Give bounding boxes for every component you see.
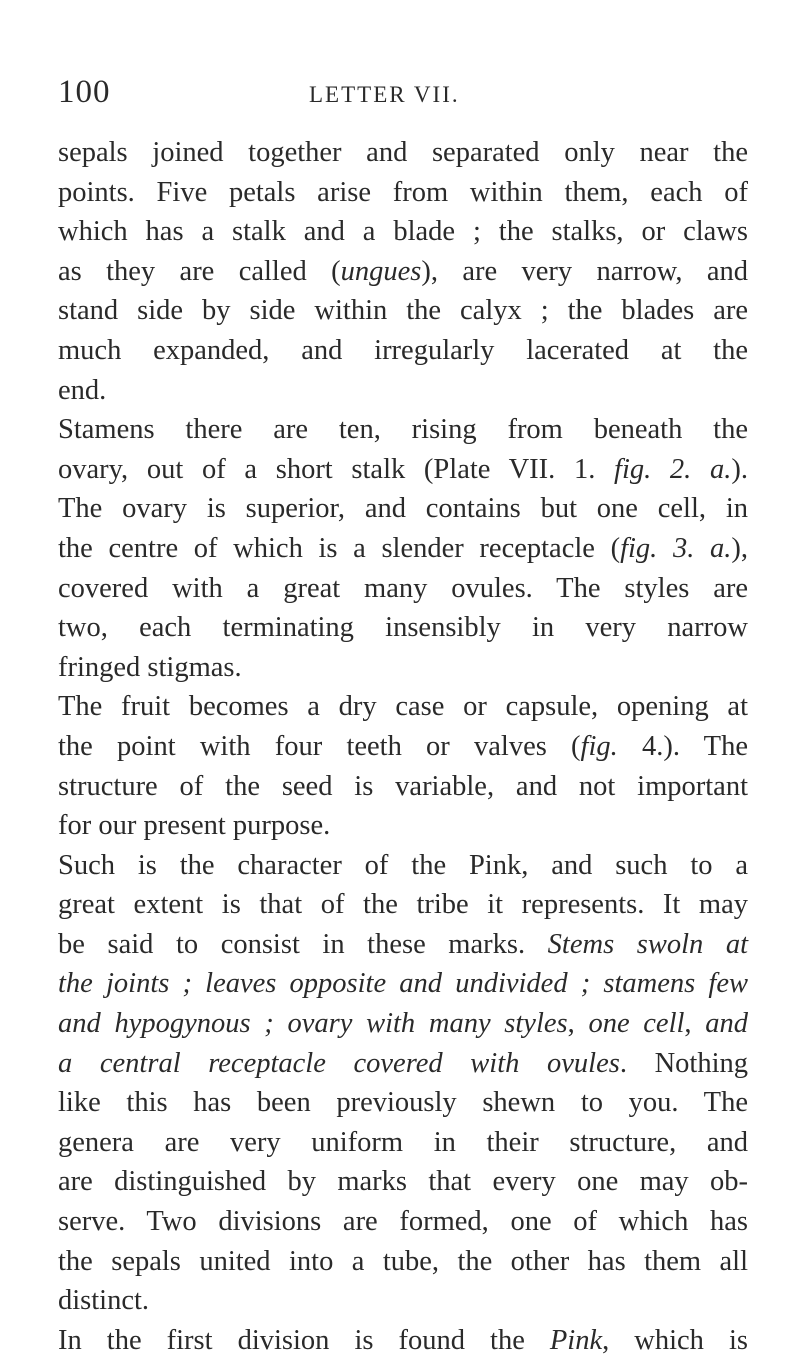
text-run: for our present purpose. [58,810,331,842]
text-run: two, each terminating insensibly in very narrow [58,612,748,644]
text-line [58,925,748,965]
italic-text: fig. 3. a. [620,532,732,564]
text-line [58,1083,748,1123]
italic-text: fig. [580,730,618,762]
running-title: LETTER VII. [309,82,460,107]
text-run: ), are very narrow, and [421,255,748,287]
text-line [58,1202,748,1242]
text-line [58,846,748,886]
text-run: sepals joined together and separated only near the [58,137,748,168]
text-run: ). [731,453,748,485]
text-line [58,1162,748,1202]
text-line [58,450,748,490]
text-run: as they are called ( [58,255,341,287]
text-line [58,648,748,688]
italic-text: the joints ; leaves opposite and undivided ; stamens few [58,968,748,1000]
text-line [58,569,748,609]
text-line [58,1123,748,1163]
text-line [58,767,748,807]
text-line [58,727,748,767]
text-run: distinct. [58,1285,150,1317]
text-run: serve. Two divisions are formed, one of which has [58,1206,748,1238]
text-line [58,173,748,213]
italic-text: Pink [549,1324,603,1356]
text-line [58,529,748,569]
text-run: structure of the seed is variable, and not important [58,770,748,802]
text-run: which has a stalk and a blade ; the stalks, or claws [58,216,748,248]
text-run: much expanded, and irregularly lacerated at the [58,334,748,366]
text-line [58,410,748,450]
text-line [58,608,748,648]
text-line [58,489,748,529]
text-run: the sepals united into a tube, the other has them all [58,1245,748,1277]
text-line [58,1242,748,1282]
body-text [58,133,748,1360]
italic-text: and [705,1008,748,1040]
text-run: . Nothing [619,1047,748,1079]
text-line [58,1044,748,1084]
text-line [58,1281,748,1321]
italic-text: Stems swoln at [547,928,748,960]
running-head [58,74,748,114]
text-run: the point with four teeth or valves ( [58,730,581,762]
text-run: In the first division is found the [58,1324,550,1356]
text-run: fringed stigmas. [58,651,242,683]
text-run: ), [731,532,748,564]
text-run: points. Five petals arise from within them, each of [58,176,748,208]
text-line [58,687,748,727]
text-line [58,291,748,331]
text-line [58,252,748,292]
text-run: the centre of which is a slender receptacle ( [58,532,621,564]
text-line [58,1004,748,1044]
text-run: , [684,1008,706,1040]
text-run: The ovary is superior, and contains but one cell, in [58,493,748,525]
text-line [58,212,748,252]
text-run: covered with a great many ovules. The styles are [58,572,748,604]
italic-text: a central receptacle covered with ovules [58,1047,620,1079]
text-run: 4.). The [617,730,748,762]
text-run: stand side by side within the calyx ; the blades are [58,295,748,327]
italic-text: fig. 2. a. [614,453,732,485]
text-run: end. [58,374,107,406]
page-number: 100 [58,74,111,110]
text-line [58,964,748,1004]
text-run: Such is the character of the Pink, and such to a [58,849,748,881]
text-run: great extent is that of the tribe it represents. It may [58,889,748,921]
italic-text: and hypogynous ; ovary with many styles [58,1008,568,1040]
text-run: like this has been previously shewn to you. The [58,1087,748,1119]
text-line [58,371,748,411]
text-run: ovary, out of a short stalk (Plate VII. 1. [58,453,615,485]
text-run: be said to consist in these marks. [58,928,548,960]
text-run: Stamens there are ten, rising from beneath the [58,414,748,446]
text-line [58,133,748,173]
text-run: are distinguished by marks that every one may ob- [58,1166,748,1198]
text-run: The fruit becomes a dry case or capsule, opening at [58,691,748,723]
text-line [58,1321,748,1361]
text-run: , [567,1008,589,1040]
italic-text: ungues [340,255,422,287]
italic-text: one cell [588,1008,685,1040]
text-line [58,331,748,371]
text-run: genera are very uniform in their structure, and [58,1126,748,1158]
text-line [58,806,748,846]
text-line [58,885,748,925]
text-run: , which is [602,1324,748,1356]
